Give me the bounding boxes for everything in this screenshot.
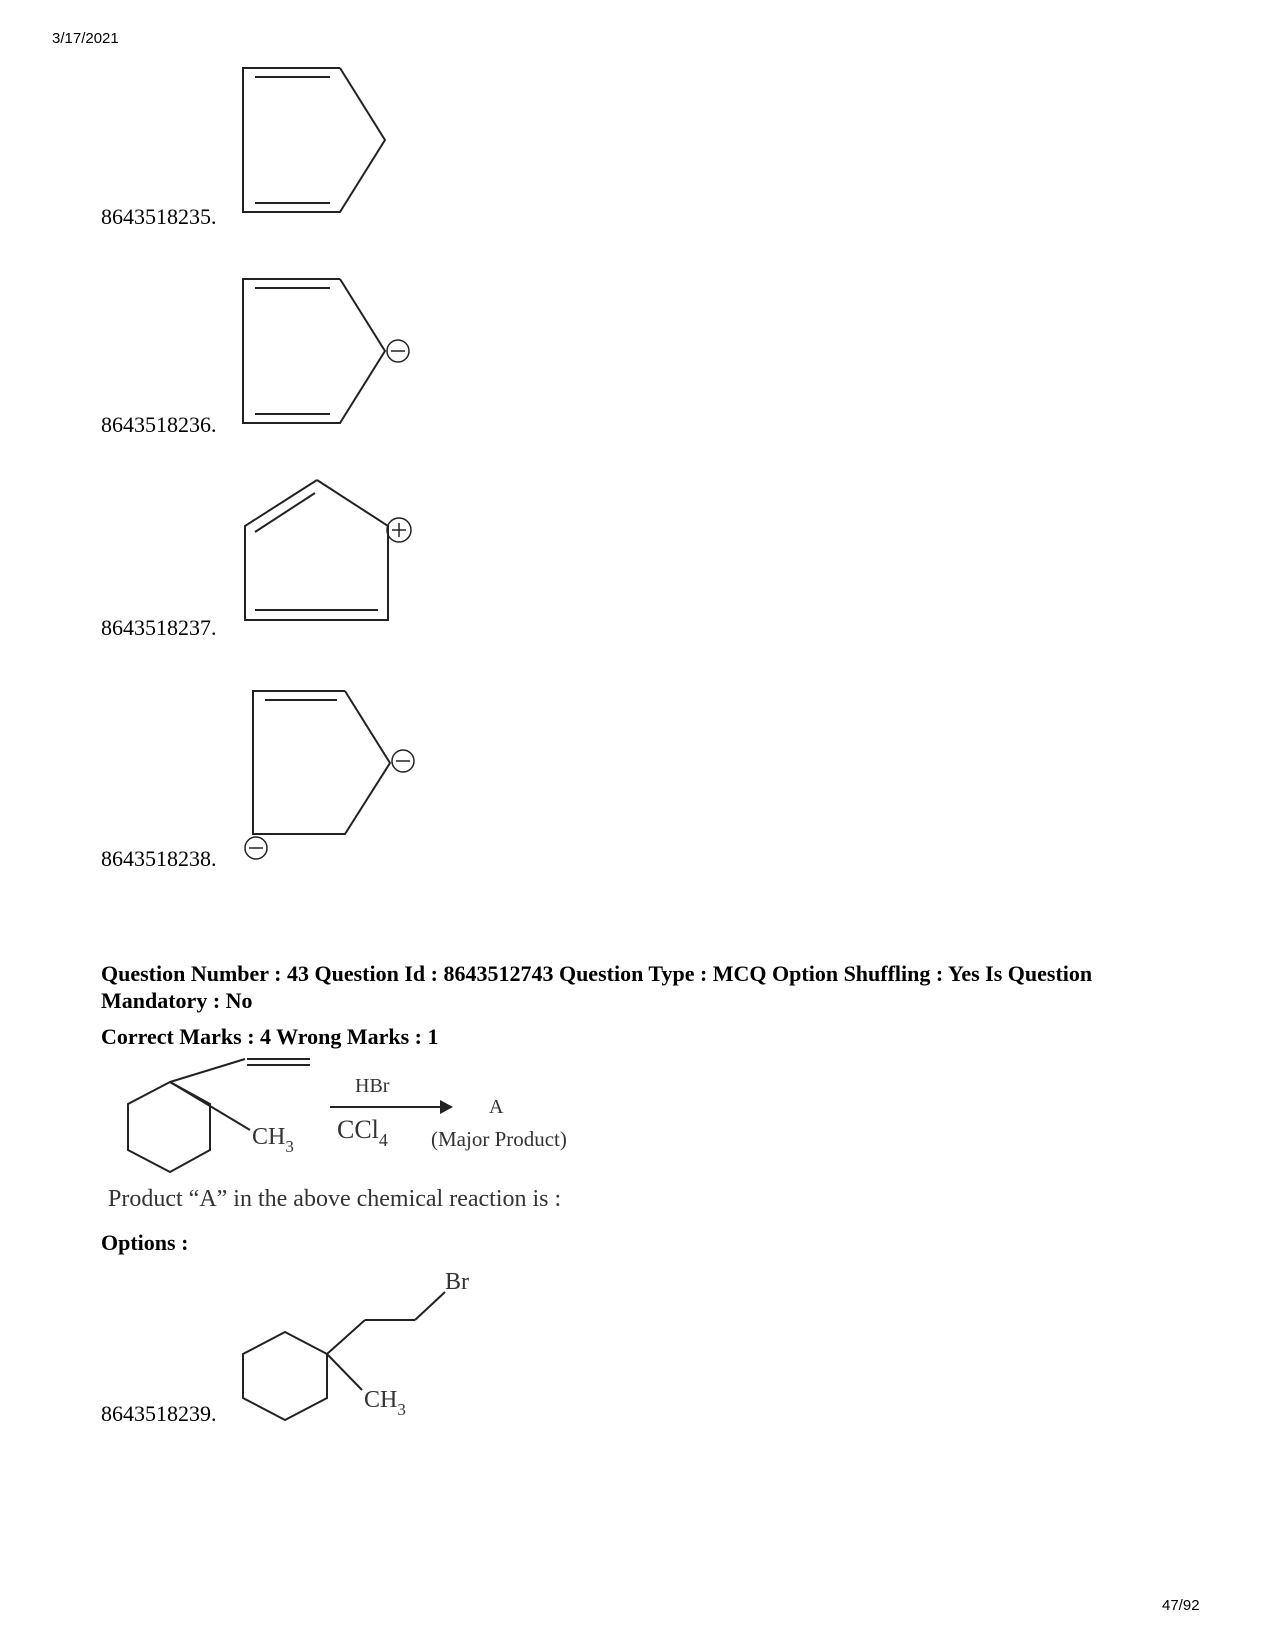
reaction-arrow [330,1100,453,1114]
reactant-structure [128,1059,310,1172]
structure-option-bromoethyl [240,1262,500,1422]
positive-charge-icon [387,518,411,542]
question-prompt: Product “A” in the above chemical reaction is : [108,1186,562,1212]
negative-charge-icon [245,837,267,859]
product-note: (Major Product) [431,1127,567,1151]
question-marks: Correct Marks : 4 Wrong Marks : 1 [101,1024,439,1049]
option-id: 8643518235. [101,204,217,229]
options-label: Options : [101,1230,189,1255]
option-id: 8643518237. [101,615,217,640]
option-id: 8643518238. [101,846,217,871]
question-meta: Question Number : 43 Question Id : 8643512743 Question Type : MCQ Option Shuffling : Yes Is Question Mandatory : No [101,961,1093,1013]
page-number: 47/92 [1162,1597,1200,1614]
reagent-hbr: HBr [355,1075,390,1097]
reaction-scheme [115,1062,615,1182]
product-a: A [489,1096,504,1118]
negative-charge-icon [392,750,414,772]
option-id: 8643518236. [101,412,217,437]
print-date: 3/17/2021 [52,30,119,47]
structure-cyclopentadienyl-cation [245,475,435,635]
reagent-ccl4: CCl$_4$ [337,1115,388,1150]
bromine-label: Br [445,1269,469,1295]
option-id: 8643518239. [101,1401,217,1426]
substituent-label: $CH_3$ [252,1124,294,1156]
structure-cyclopentenyl-dianion [245,688,445,878]
structure-cyclopentadiene [240,65,400,215]
structure-cyclopentadienyl-anion [240,276,430,426]
negative-charge-icon [387,340,409,362]
methyl-label: $CH_3$ [364,1387,406,1419]
